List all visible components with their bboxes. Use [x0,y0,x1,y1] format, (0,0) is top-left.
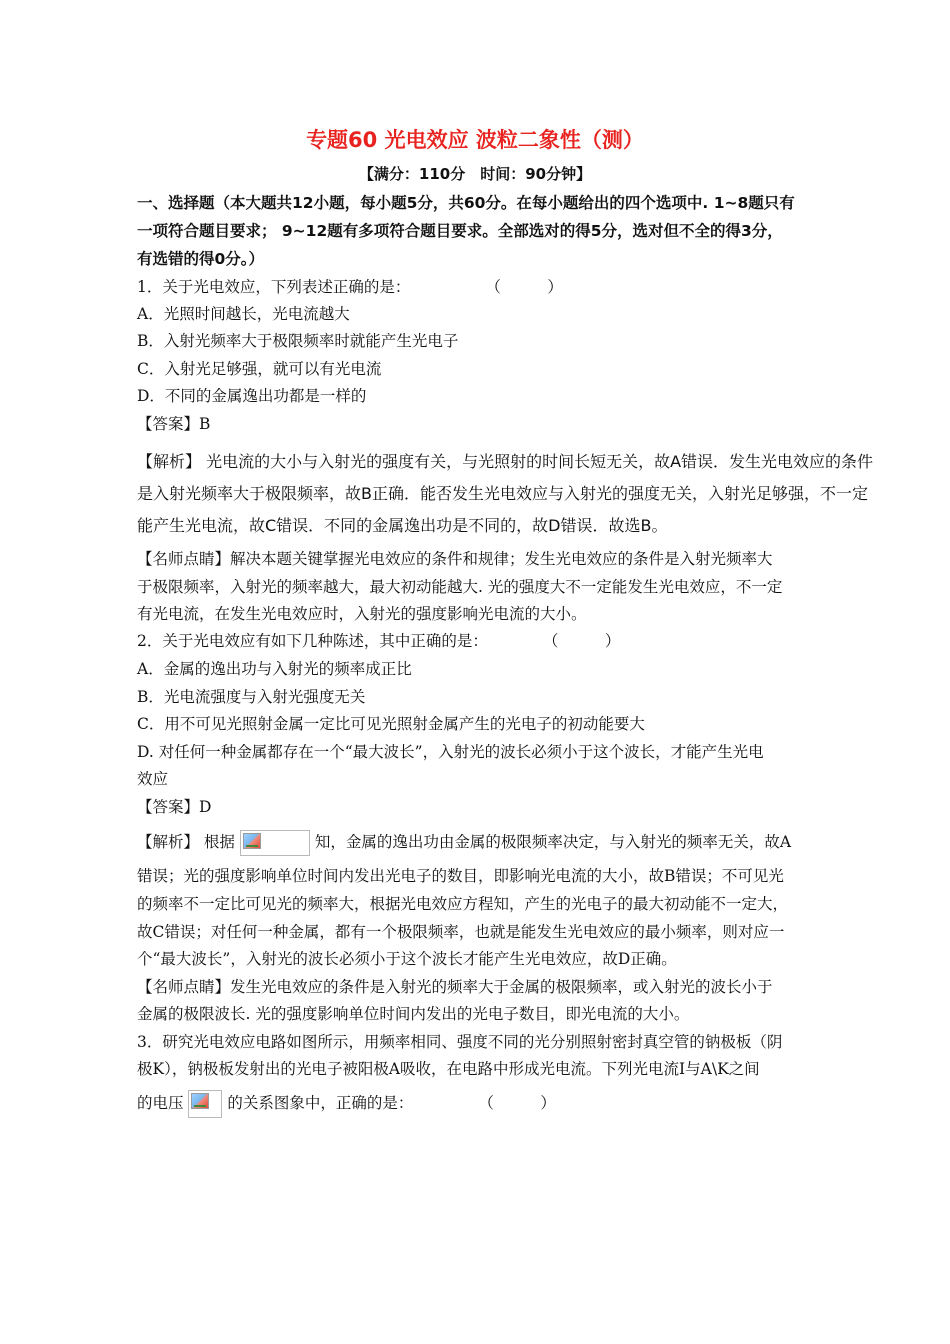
q1-analysis-line: 【解析】 光电流的大小与入射光的强度有关，与光照射的时间长短无关，故A错误．发生光电效应的条件 [137,452,874,471]
question-3-last-line [137,1090,556,1118]
q2-tip-line: 金属的极限波长. 光的强度影响单位时间内发出的光电子数目，即光电流的大小。 [137,1005,690,1023]
question-3-line: 3．研究光电效应电路如图所示，用频率相同、强度不同的光分别照射密封真空管的钠极板（阴 [137,1033,783,1051]
q2-analysis-line: 故C错误；对任何一种金属，都有一个极限频率，也就是能发生光电效应的最小频率，则对应一 [137,923,785,941]
question-3-answer-blank: （ ） [478,1094,556,1112]
q1-answer: 【答案】B [137,415,211,433]
q1-option-a: A．光照时间越长，光电流越大 [137,305,350,323]
q2-analysis-prefix: 【解析】 根据 [137,833,235,851]
q1-analysis-line: 能产生光电流，故C错误．不同的金属逸出功是不同的，故D错误．故选B。 [137,516,668,535]
q1-analysis-line: 是入射光频率大于极限频率，故B正确．能否发生光电效应与入射光的强度无关，入射光足够强，不一定 [137,484,868,503]
q1-option-c: C．入射光足够强，就可以有光电流 [137,360,382,378]
q1-tip-line: 【名师点睛】解决本题关键掌握光电效应的条件和规律；发生光电效应的条件是入射光频率大 [137,550,773,568]
section-instructions-line-1: 一、选择题（本大题共12小题，每小题5分，共60分。在每小题给出的四个选项中. 1~8题只有 [137,194,795,212]
q2-analysis-line: 的频率不一定比可见光的频率大，根据光电效应方程知，产生的光电子的最大初动能不一定大， [137,895,789,913]
section-instructions-line-2: 一项符合题目要求； 9~12题有多项符合题目要求。全部选对的得5分，选对但不全的得3分， [137,222,783,240]
q1-option-b: B．入射光频率大于极限频率时就能产生光电子 [137,332,459,350]
question-3-suffix: 的关系图象中，正确的是： [227,1094,414,1112]
section-instructions-line-3: 有选错的得0分。） [137,250,265,268]
question-3-line: 极K），钠极板发射出的光电子被阳极A吸收，在电路中形成光电流。下列光电流I与A\K之间 [137,1060,760,1078]
q2-option-b: B．光电流强度与入射光强度无关 [137,688,366,706]
q2-option-d: D. 对任何一种金属都存在一个“最大波长”，入射光的波长必须小于这个波长，才能产生光电 [137,743,764,761]
question-3-prefix: 的电压 [137,1094,184,1112]
page-title: 专题60 光电效应 波粒二象性（测） [306,128,644,152]
question-2-stem [137,631,620,651]
q2-tip-line: 【名师点睛】发生光电效应的条件是入射光的频率大于金属的极限频率，或入射光的波长小于 [137,978,773,996]
q1-option-d: D．不同的金属逸出功都是一样的 [137,387,367,405]
q2-analysis-suffix: 知，金属的逸出功由金属的极限频率决定，与入射光的频率无关，故A [314,833,792,851]
q2-analysis-line: 错误；光的强度影响单位时间内发出光电子的数目，即影响光电流的大小，故B错误；不可见光 [137,867,784,885]
q2-analysis-first-line [137,830,791,856]
question-2-answer-blank: （ ） [542,632,621,650]
score-time-info: 【满分：110分 时间：90分钟】 [358,165,592,183]
question-2-text: 2．关于光电效应有如下几种陈述，其中正确的是： [137,632,488,650]
q2-option-c: C．用不可见光照射金属一定比可见光照射金属产生的光电子的初动能要大 [137,715,645,733]
question-1-stem [137,277,563,297]
voltage-image-icon [188,1090,222,1118]
q2-answer: 【答案】D [137,798,212,816]
q1-analysis [137,446,902,542]
q2-analysis-line: 个“最大波长”，入射光的波长必须小于这个波长才能产生光电效应，故D正确。 [137,950,677,968]
q1-tip-line: 有光电流，在发生光电效应时，入射光的强度影响光电流的大小。 [137,605,587,623]
question-1-text: 1．关于光电效应，下列表述正确的是： [137,278,411,296]
question-1-answer-blank: （ ） [485,278,563,296]
formula-image-icon [240,830,310,856]
q1-tip-line: 于极限频率，入射光的频率越大，最大初动能越大. 光的强度大不一定能发生光电效应，不一定 [137,578,783,596]
q2-option-a: A．金属的逸出功与入射光的频率成正比 [137,660,412,678]
q2-option-d-cont: 效应 [137,770,169,788]
